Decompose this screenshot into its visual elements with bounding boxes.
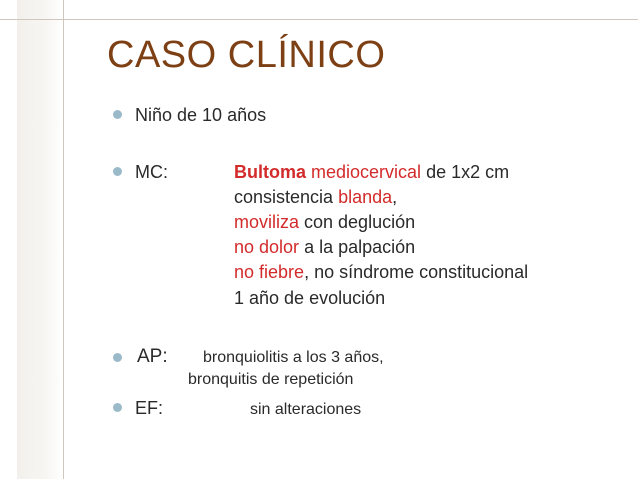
mc-line-6: 1 año de evolución <box>234 288 386 308</box>
ef-label: EF: <box>135 398 164 418</box>
bullet-dot-icon <box>113 353 122 362</box>
ap-line-1: bronquiolitis a los 3 años, <box>203 349 384 366</box>
bullet-dot-icon <box>113 110 122 119</box>
mc-label: MC: <box>135 162 168 182</box>
frame-horizontal-line <box>0 19 638 20</box>
ef-value: sin alteraciones <box>250 401 362 418</box>
mc-line-3 <box>234 209 415 235</box>
mc-palpacion: a la palpación <box>299 237 416 257</box>
bullet-dot-icon <box>113 167 122 176</box>
mc-deglucion: con deglución <box>299 212 416 232</box>
mc-mediocervical: mediocervical <box>311 162 422 182</box>
mc-bultoma: Bultoma <box>234 162 306 182</box>
slide-title: CASO CLÍNICO <box>107 34 386 76</box>
bullet-dot-icon <box>113 403 122 412</box>
mc-line-4 <box>234 234 415 260</box>
ap-line-2: bronquitis de repetición <box>188 371 354 388</box>
mc-comma: , <box>392 187 398 207</box>
frame-vertical-line <box>63 0 64 479</box>
mc-line-2 <box>234 184 397 210</box>
mc-no-fiebre: no fiebre <box>234 262 305 282</box>
mc-line-1 <box>234 159 509 185</box>
mc-moviliza: moviliza <box>234 212 300 232</box>
ap-label: AP: <box>137 346 168 367</box>
mc-no-dolor: no dolor <box>234 237 300 257</box>
mc-sindrome: , no síndrome constitucional <box>304 262 529 282</box>
mc-line-5 <box>234 259 528 285</box>
left-frame-band <box>17 0 63 479</box>
mc-consistencia: consistencia <box>234 187 339 207</box>
mc-size: de 1x2 cm <box>421 162 510 182</box>
bullet-age: Niño de 10 años <box>135 105 267 125</box>
mc-blanda: blanda <box>338 187 393 207</box>
